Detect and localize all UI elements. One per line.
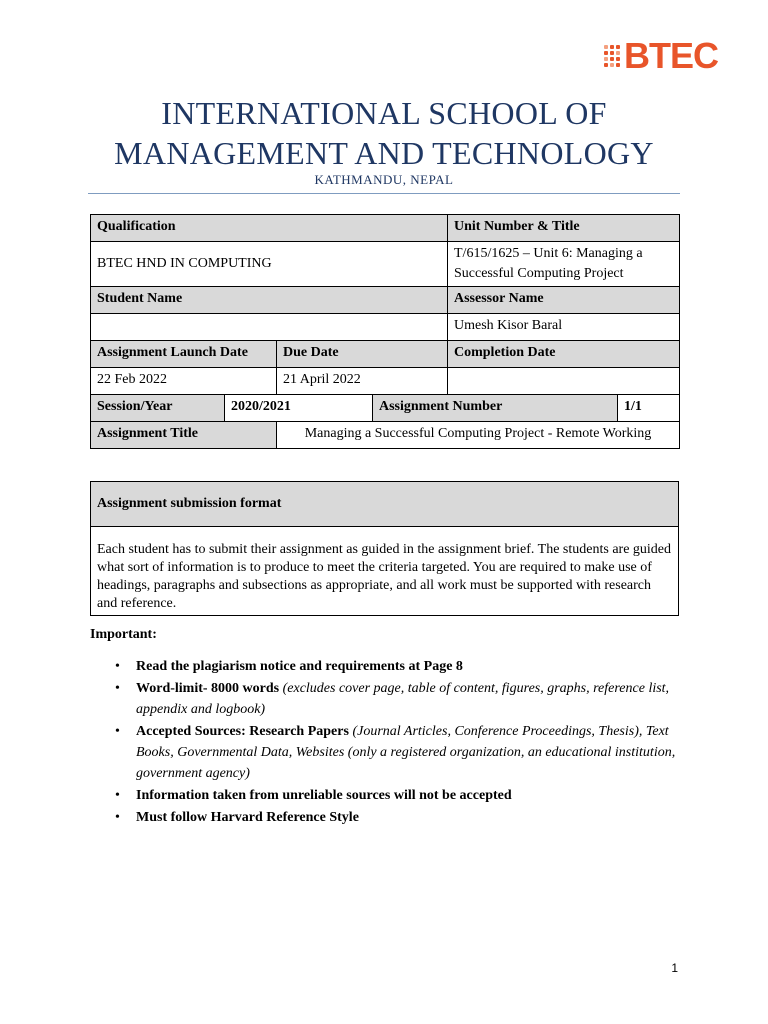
school-title (0, 93, 768, 173)
unit-value: T/615/1625 – Unit 6: Managing a Successful Computing Project (448, 242, 680, 287)
logo-dots-icon (604, 45, 620, 67)
launch-date-value: 22 Feb 2022 (91, 368, 277, 395)
unit-label: Unit Number & Title (448, 215, 680, 242)
page-number: 1 (671, 961, 678, 975)
list-item (136, 678, 680, 720)
table-row (91, 242, 680, 287)
logo-text: BTEC (624, 35, 718, 76)
assignment-title-value: Managing a Successful Computing Project - Remote Working (277, 422, 680, 449)
requirements-list (90, 656, 680, 829)
table-row (91, 422, 680, 449)
submission-format-body: Each student has to submit their assignment as guided in the assignment brief. The students are guided what sort of information is to produce to meet the criteria targeted. You are required to make use of headings, paragraphs and subsections as appropriate, and all work must be supported with research and reference. (97, 542, 672, 611)
btec-logo (604, 35, 718, 76)
school-title-line1: INTERNATIONAL SCHOOL OF (161, 95, 607, 131)
submission-format-heading: Assignment submission format (91, 482, 678, 527)
list-item (136, 785, 680, 806)
assessor-name-value: Umesh Kisor Baral (448, 314, 680, 341)
session-year-label: Session/Year (91, 395, 225, 422)
assignment-number-value: 1/1 (618, 395, 680, 422)
requirement-bold: Word-limit- 8000 words (136, 681, 283, 696)
important-label: Important: (90, 627, 157, 642)
list-item (136, 721, 680, 784)
list-item (136, 807, 680, 828)
list-item (136, 656, 680, 677)
session-year-value: 2020/2021 (225, 395, 373, 422)
school-title-line2: MANAGEMENT AND TECHNOLOGY (114, 135, 654, 171)
assessor-name-label: Assessor Name (448, 287, 680, 314)
due-date-label: Due Date (277, 341, 448, 368)
completion-date-label: Completion Date (448, 341, 680, 368)
school-location: KATHMANDU, NEPAL (314, 172, 454, 187)
qualification-value: BTEC HND IN COMPUTING (91, 242, 448, 287)
qualification-label: Qualification (91, 215, 448, 242)
requirement-italic: (Journal Articles, Conference Proceedings, Thesis), Text Books, Governmental Data, Websites (only a registered organization, an educational institution, government agency) (136, 724, 676, 781)
table-row (91, 341, 680, 368)
requirement-bold: Must follow Harvard Reference Style (136, 810, 359, 825)
student-name-label: Student Name (91, 287, 448, 314)
table-row (91, 314, 680, 341)
assignment-title-label: Assignment Title (91, 422, 277, 449)
launch-date-label: Assignment Launch Date (91, 341, 277, 368)
title-divider (88, 193, 680, 194)
assignment-info-table (90, 214, 680, 449)
table-row (91, 215, 680, 242)
student-name-value (91, 314, 448, 341)
table-row (91, 287, 680, 314)
assignment-number-label: Assignment Number (373, 395, 618, 422)
due-date-value: 21 April 2022 (277, 368, 448, 395)
submission-format-box (90, 481, 679, 616)
requirement-bold: Accepted Sources: Research Papers (136, 724, 353, 739)
requirement-bold: Information taken from unreliable sources will not be accepted (136, 788, 512, 803)
table-row (91, 395, 680, 422)
requirement-italic: (excludes cover page, table of content, figures, graphs, reference list, appendix and logbook) (136, 681, 670, 717)
completion-date-value (448, 368, 680, 395)
table-row (91, 368, 680, 395)
requirement-bold: Read the plagiarism notice and requirements at Page 8 (136, 659, 463, 674)
